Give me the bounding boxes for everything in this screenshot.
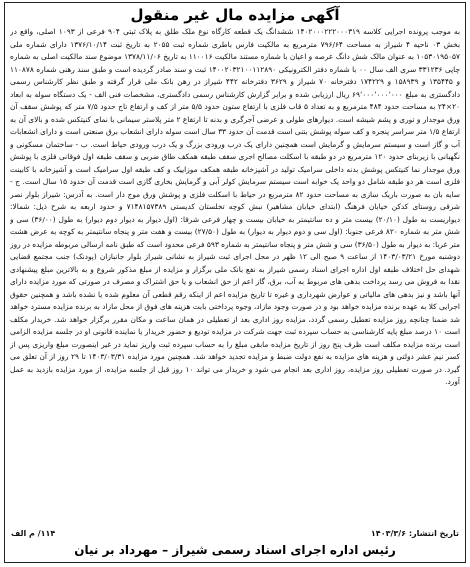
publication-date-value: ۱۴۰۳/۳/۶ [370,529,407,538]
publication-date [371,528,459,540]
publication-row [11,528,459,540]
notice-body: به موجب پرونده اجرایی کلاسه ۱۴۰۲۰۰۰۲۲۲۰۰۰۳۱۹ ششدانگ یک قطعه کارگاه نوع ملک طلق به پلاک ثبتی ۹۰۴ فرعی از ۱۰۹۳ اصلی، واقع در بخش ۰۳ ناحیه ۴ شیراز به مساحت ۷۹۶/۶۴ مترمربع به مالکیت فارس باطری شماره ثبت ۲۰۵۵ به تاریخ ثبت ۱۳۷۶/۱۰/۱۴ دارای شماره ملی ۱۰۵۳۰۱۹۵۰۵۷ به عنوان مالک شش دانگ عرصه و اعیان با شماره مستند مالکیت ۱۱۰۰۱۶ به تاریخ ۱۳۷۸/۱۱/۰۶ موضوع سند مالکیت اصلی به شماره چاپی ۳۳۱۲۳۶ سری الف سال ۰۰ با شماره دفتر الکترونیکی ۱۴۰۰۲۰۳۲۱۰۰۱۱۲۸۹۰ ثبت و سند صادر گردیده است و طبق سند رهنی شماره ۱۱۰۸۷۸ و ۱۳۵۴۴۵ و ۱۵۸۹۳۹ و ۱۷۴۲۲۹ دفترخانه ۷۰ شیراز و ۳۶۲۹ دفترخانه ۴۴۲ شیراز در رهن بانک ملی قرار گرفته و طبق نظر کارشناس رسمی دادگستری به مبلغ ۶۹٬۰۰۰٬۰۰۰٬۰۰۰ ریال ارزیابی شده و برابر گزارش کارشناس رسمی دادگستری، مشخصات فنی الف - یک دستگاه سوله به ابعاد ۲۰×۲۴ به مساحت حدود ۴۸۴ مترمربع و به تعداد ۵ قاب فلزی با ارتفاع ستون حدود ۵/۵ متر از کف و ارتفاع تاج حدود ۷/۵ متر که پوشش سقف آن ورق موجدار و توری و پشم شیشه است. دیوارهای طولی و عرضی آجرگری و بدنه تا ارتفاع ۲ متر پلاستر سیمانی با نمای کنیتکس شده و بالای آن به ارتفاع ۱/۵ متر سراسر پنجره و کف سوله پوشش بتنی است قدمت آن حدود ۳۳ سال است سوله دارای انشعاب برق صنعتی است و دارای انشعابات آب و گاز است و سیستم سرمایش و گرمایش است همچنین دارای یک درب ورودی بزرگ و یک درب ورودی حیاط است. ب - ساختمان مسکونی و نگهبانی با زیربنای حدود ۱۲۰ مترمربع در دو طبقه با اسکلت مصالح اجری سقف طبقه همکف طاق ضربی و سقف طبقه اول فوقانی فلزی با پوشش ورق موجدار نما کنیتکس پوشش بدنه داخلی سرامیک تولید در آشپزخانه طبقه همکف موزاییک و کف طبقه اول سرامیک است و آشپزخانه با کابینت فلزی است هر دو طبقه شامل دو واحد یک خوابه است سیستم سرمایش کولر آبی و گرمایش بخاری گازی است قدمت آن حدود ۱۵ سال است. ج - سایه بان به صورت باریک سازی به مساحت حدود ۸۲ مترمربع در حیاط با اسکلت فلزی و پوشش ورق موج دار است. به آدرس: شیراز بلوار نصر شرقی روستای کدکن خیابان فرهنگ (ابتدای خیابان مشاهیر) نبش کوچه تخلستان کدیستی ۷۱۴۸۱۵۷۳۸۹ و حدود اربعه به شرح ذیل: شمالا: دیواریست به طول (۲۰/۱۰) بیست متر و ده سانتیمتر به خیابان بیست و چهار فرعی شرقا: (اول دیوار به دیوار دوم دیوار) به طول (۳۶/۰۰) سی و شش متر به شماره ۸۲۰ فرعی جنوبا: (اول سی و دوم دیوار به دیوار) به طول (۲۷/۵۰) بیست و هفت متر و پنجاه سانتیمتر به کوچه به عرض هشت متر غربا: به دیوار به طول (۳۶/۵۰) سی و شش متر و پنجاه سانتیمتر به شماره ۵۹۳ فرعی محدود است که طبق نامه ارسالی مربوطه مزایده در روز دوشنبه مورخ ۱۴۰۳/۰۳/۲۱ از ساعت ۹ صبح الی ۱۲ ظهر در محل اجرای ثبت شیراز به نشانی شیراز بلوار جانبازان (پودنک) جنب مجتمع قضایی شهدای حل اختلاف طبقه اول اداره اجرای اسناد رسمی شیراز به نفع بانک ملی برگزار و مزایده از مبلغ مذکور شروع و به بالاترین مبلغ پیشنهادی نقدا به فروش می رسد پرداخت بدهی های مربوط به آب، برق، گاز اعم از حق انشعاب و یا حق اشتراک و مصرف در صورتی که مورد مزایده دارای آنها باشد و نیز بدهی های مالیاتی و عوارض شهرداری و غیره تا تاریخ مزایده اعم از اینکه رقم قطعی آن معلوم شده یا نشده باشد و همچنین حقوق اجرایی کلا به عهده برنده مزایده خواهد بود و در صورت وجود مازاد، وجوه پرداختی بابت هزینه های فوق از محل مازاد به برنده مزایده مسترد خواهد شد ضمنا چنانچه روز مزایده تعطیل رسمی گردد، مزایده روز اداری بعد از تعطیلی در همان ساعت و مکان مقرر برگزار خواهد شد. خریدار مکلف است ۱۰ درصد مبلغ پایه کارشناسی به حساب سپرده ثبت جهت شرکت در مزایده تودیع و حضور خریدار یا نماینده قانونی او در جلسه مزایده الزامی است برنده مزایده مکلف است ظرف پنج روز از تاریخ مزایده مابقی مبلغ را به حساب سپرده ثبت واریز نماید در غیر اینصورت مبلغ واریزی پس از کسر نیم عشر دولتی و هزینه های مزایده به نفع دولت ضبط و مزایده تجدید خواهد شد. همچنین مورد مزایده ۱۴۰۳/۰۳/۳۱ تا ۲۹ روز از آن تعلق می گیرد. در صورت تعطیلی روز مزایده، روز اداری بعد انجام می شود و خریدار می تواند ۱۰ روز قبل از جلسه مزایده، از مورد مزایده بازدید به عمل آورد. [10,27,460,386]
publication-date-label: تاریخ انتشار: [408,529,459,538]
notice-title: آگهی مزایده مال غیر منقول [130,6,340,24]
signatory-line [5,542,465,558]
auction-notice [4,2,466,563]
signatory-text: رئیس اداره اجرای اسناد رسمی شیراز – مهرداد بر نیان [74,543,396,557]
reference-code: ۱۱۴/ م الف [11,529,56,538]
